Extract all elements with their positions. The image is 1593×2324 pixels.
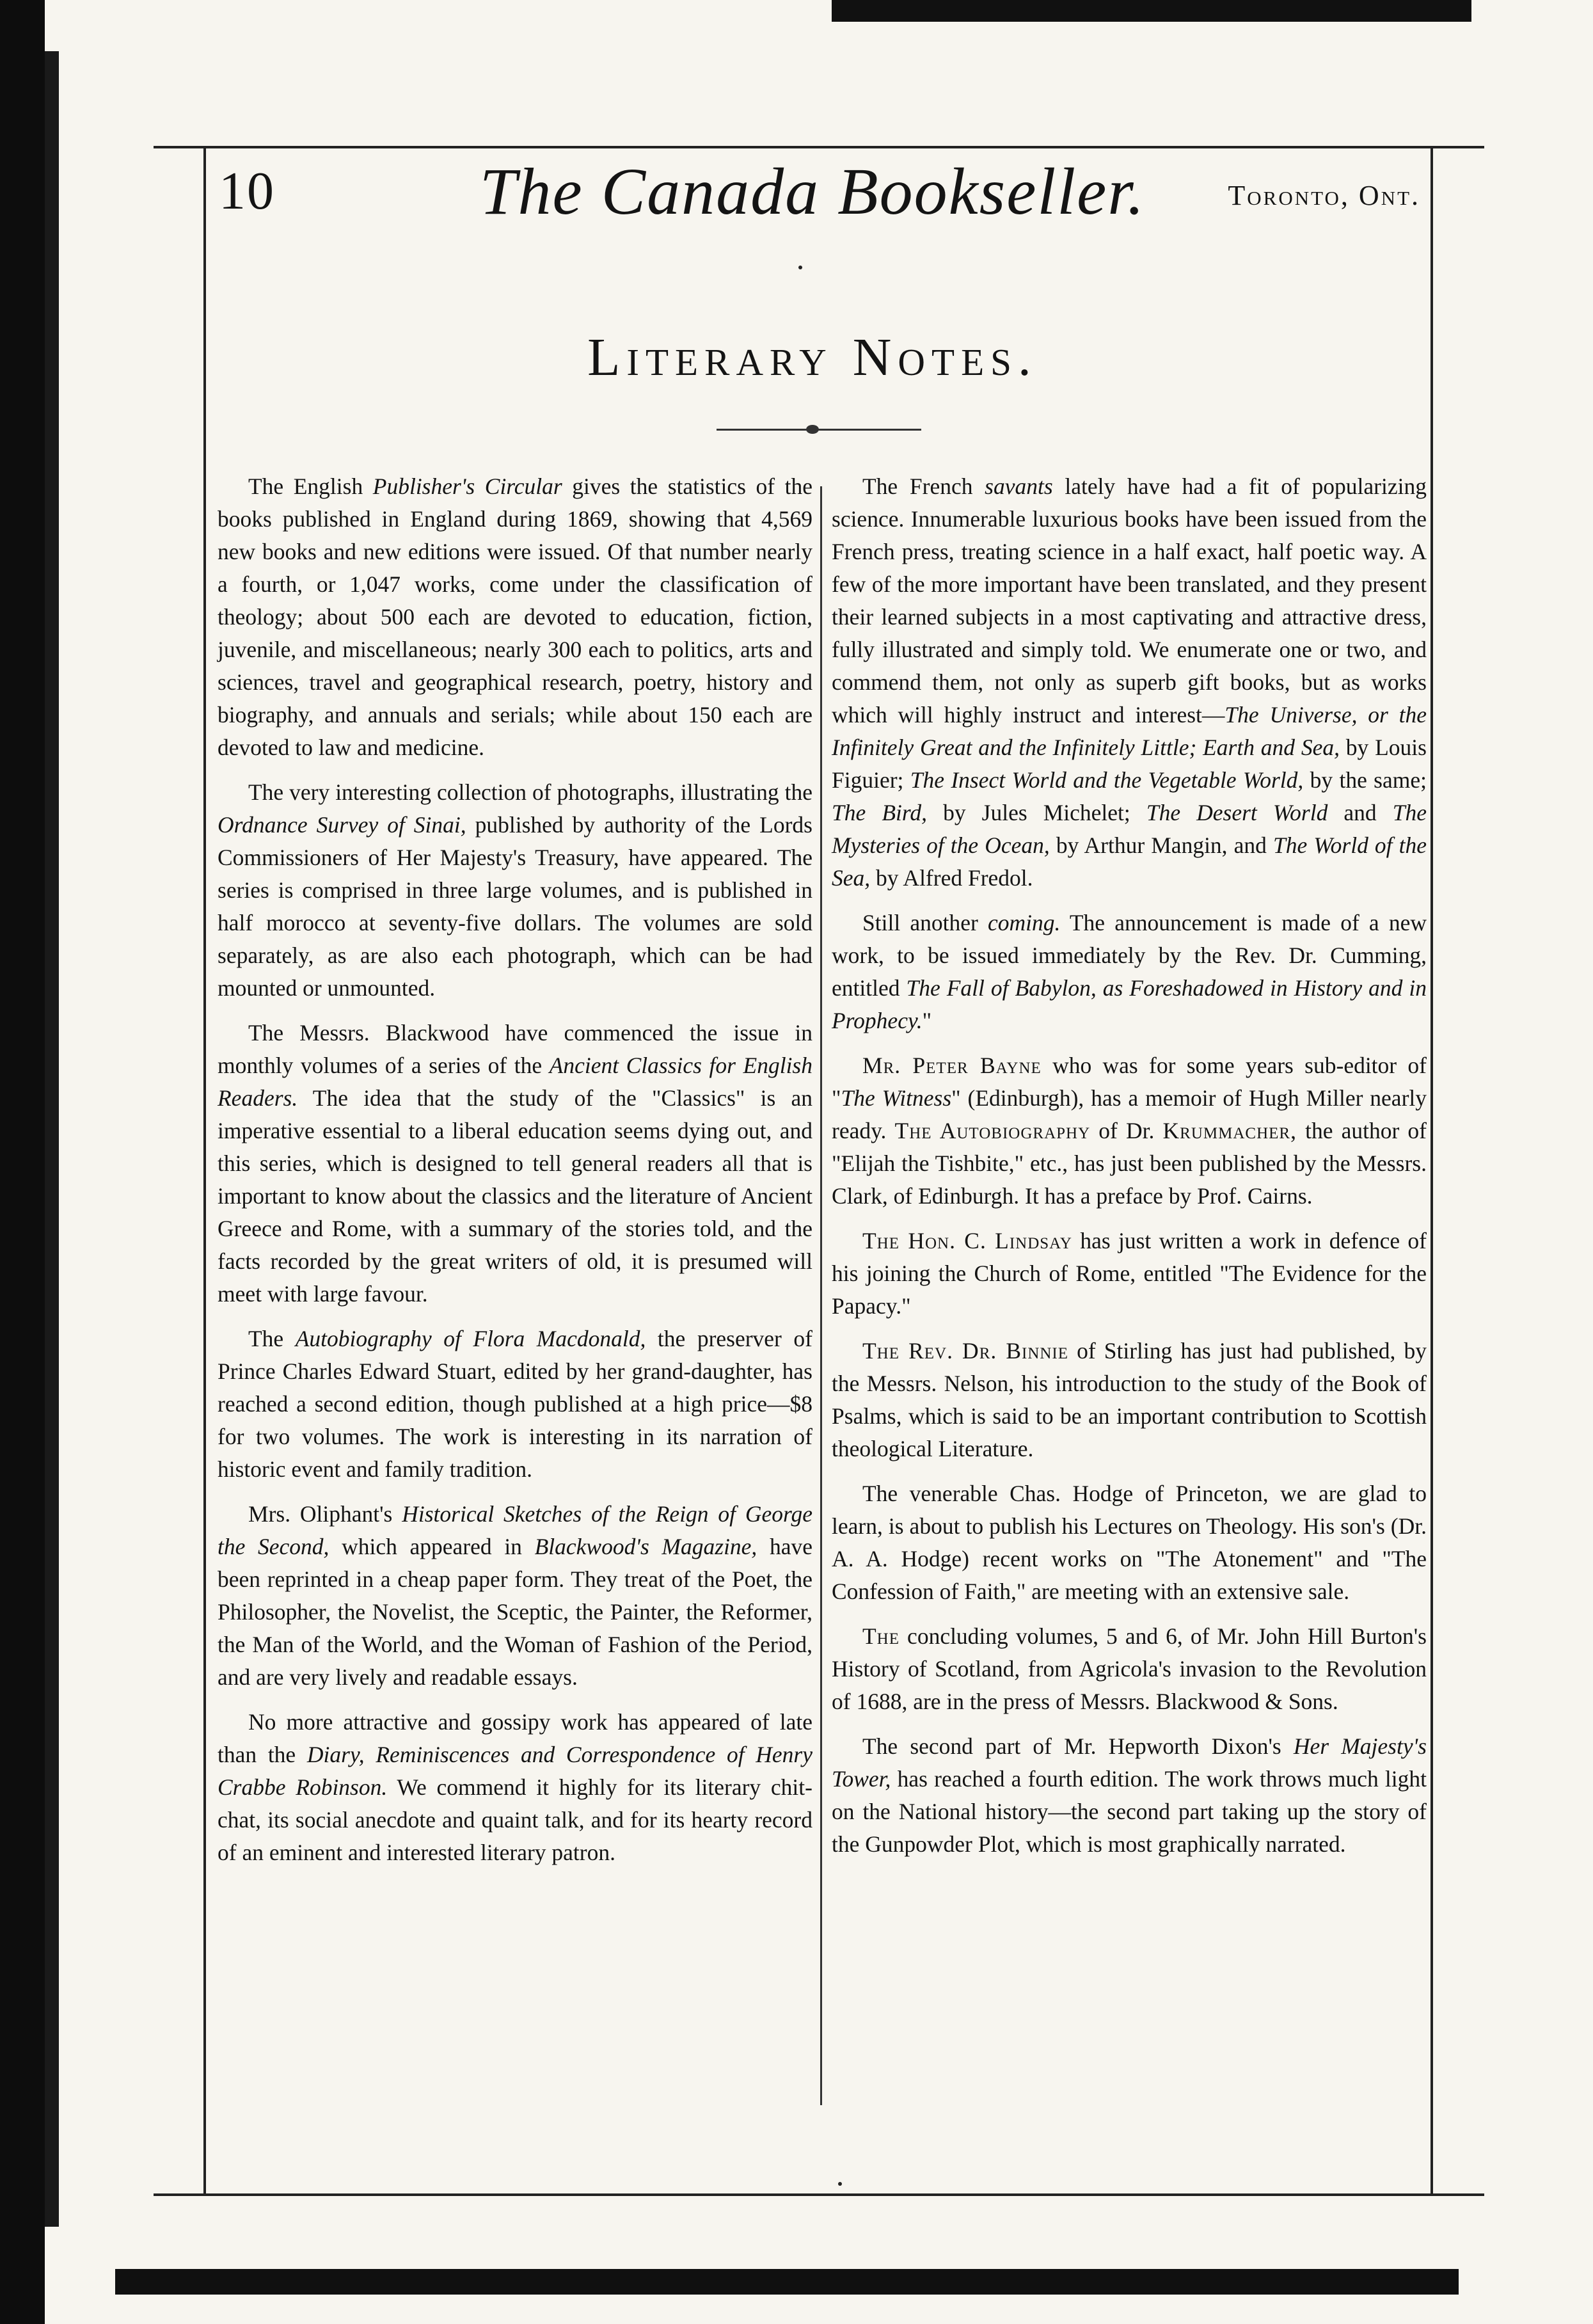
text-run: who was for some years sub-editor of " — [832, 1053, 1427, 1111]
article-paragraph — [218, 1017, 812, 1310]
text-run: We commend it highly for its literary chit-chat, its social anecdote and quaint talk, and for its hearty record of an eminent and interested literary patron. — [218, 1774, 812, 1865]
text-run: The Messrs. Blackwood have commenced the issue in monthly volumes of a series of the — [218, 1020, 812, 1078]
scan-edge-top — [832, 0, 1471, 22]
heading-ornament-rule — [717, 429, 921, 431]
article-paragraph — [832, 1335, 1427, 1465]
italic-title-run: savants — [985, 474, 1053, 499]
article-paragraph — [218, 1498, 812, 1694]
article-paragraph — [832, 1049, 1427, 1213]
article-paragraph — [832, 1225, 1427, 1323]
text-run: Still another — [862, 910, 988, 935]
section-heading: Literary Notes. — [587, 328, 1038, 387]
page-number: 10 — [219, 161, 275, 221]
text-run: have been reprinted in a cheap paper form. They treat of the Poet, the Philosopher, the Novelist, the Sceptic, the Painter, the Reformer, the Man of the World, and the Woman of Fashion of the Period, and are very lively and readable essays. — [218, 1534, 812, 1690]
italic-title-run: The Insect World and the Vegetable World, — [910, 767, 1304, 793]
italic-title-run: The Fall of Babylon, as Foreshadowed in History and in Prophecy. — [832, 975, 1427, 1033]
column-divider — [820, 486, 822, 2105]
text-run: The announcement is made of a new work, to be issued immediately by the Rev. Dr. Cumming, entitled — [832, 910, 1427, 1001]
text-run: of Dr. — [1090, 1118, 1163, 1143]
frame-line-left — [203, 148, 206, 2193]
italic-title-run: The Mysteries of the Ocean, — [832, 800, 1427, 858]
running-header — [205, 154, 1420, 243]
article-paragraph — [832, 1477, 1427, 1608]
text-run: has just written a work in defence of his joining the Church of Rome, entitled "The Evidence for the Papacy." — [832, 1228, 1427, 1319]
italic-title-run: Ancient Classics for English Readers. — [218, 1053, 812, 1111]
text-run: which appeared in — [329, 1534, 535, 1559]
article-paragraph — [832, 907, 1427, 1037]
article-paragraph — [218, 1323, 812, 1486]
text-run: The venerable Chas. Hodge of Princeton, we are glad to learn, is about to publish his Lectures on Theology. His son's (Dr. A. A. Hodge) recent works on "The Atonement" and "The Confession of Faith," are meeting with an extensive sale. — [832, 1481, 1427, 1604]
text-run: by Alfred Fredol. — [870, 865, 1033, 891]
left-column — [218, 470, 812, 1881]
italic-title-run: Her Majesty's Tower, — [832, 1733, 1427, 1792]
text-run: the preserver of Prince Charles Edward Stuart, edited by her grand-daughter, has reached a second edition, though published at a high price—$8 for two volumes. The work is interesting in its narration of historic event and family tradition. — [218, 1326, 812, 1482]
location-label: Toronto, Ont. — [1228, 180, 1420, 211]
frame-line-right — [1431, 148, 1433, 2193]
text-run: No more attractive and gossipy work has appeared of late than the — [218, 1709, 812, 1767]
italic-title-run: The World of the Sea, — [832, 832, 1427, 891]
header-rule — [154, 146, 1484, 148]
italic-title-run: Autobiography of Flora Macdonald, — [295, 1326, 646, 1351]
text-run: " (Edinburgh), has a memoir of Hugh Miller nearly ready. — [832, 1085, 1427, 1143]
text-run: by Jules Michelet; — [927, 800, 1146, 825]
italic-title-run: Diary, Reminiscences and Correspondence of Henry Crabbe Robinson. — [218, 1742, 812, 1800]
text-run: The — [248, 1326, 296, 1351]
small-caps-run: The Hon. C. Lindsay — [862, 1228, 1072, 1254]
article-paragraph — [832, 1730, 1427, 1861]
text-run: Mrs. Oliphant's — [248, 1501, 402, 1527]
italic-title-run: The Universe, or the Infinitely Great and the Infinitely Little; Earth and Sea, — [832, 702, 1427, 760]
journal-title: The Canada Bookseller. — [479, 155, 1146, 228]
italic-title-run: The Bird, — [832, 800, 927, 825]
article-paragraph — [218, 1706, 812, 1869]
article-paragraph — [218, 470, 812, 764]
article-paragraph — [218, 776, 812, 1005]
italic-title-run: The Desert World — [1146, 800, 1328, 825]
text-run: The very interesting collection of photographs, illustrating the — [248, 779, 812, 805]
text-run: published by authority of the Lords Commissioners of Her Majesty's Treasury, have appeared. The series is comprised in three large volumes, and is published in half morocco at seventy-five dollars. The volumes are sold separately, as are also each photograph, which can be had mounted or unmounted. — [218, 812, 812, 1001]
text-run: the author of "Elijah the Tishbite," etc., has just been published by the Messrs. Clark, of Edinburgh. It has a preface by Prof. Cairns. — [832, 1118, 1427, 1209]
text-run: concluding volumes, 5 and 6, of Mr. John Hill Burton's History of Scotland, from Agricola's invasion to the Revolution of 1688, are in the press of Messrs. Blackwood & Sons. — [832, 1623, 1427, 1714]
italic-title-run: coming. — [987, 910, 1061, 935]
text-run: The idea that the study of the "Classics" is an imperative essential to a liberal education seems dying out, and this series, which is designed to tell general readers all that is important to know about the classics and the literature of Ancient Greece and Rome, with a summary of the stories told, and the facts recorded by the great writers of old, it is presumed will meet with large favour. — [218, 1085, 812, 1307]
italic-title-run: Ordnance Survey of Sinai, — [218, 812, 466, 838]
scan-edge-left — [0, 0, 45, 2324]
stray-mark — [838, 2182, 842, 2186]
text-run: by Arthur Mangin, and — [1049, 832, 1273, 858]
stray-mark — [798, 266, 802, 269]
small-caps-run: Mr. Peter Bayne — [862, 1053, 1042, 1078]
scan-edge-shadow — [45, 51, 59, 2227]
article-paragraph — [832, 1620, 1427, 1718]
small-caps-run: Krummacher, — [1162, 1118, 1297, 1143]
text-run: gives the statistics of the books published in England during 1869, showing that 4,569 new books and new editions were issued. Of that number nearly a fourth, or 1,047 works, come under the classification of theology; about 500 each are devoted to education, fiction, juvenile, and miscellaneous; nearly 300 each to politics, arts and sciences, travel and geographical research, poetry, history and biography, and annuals and serials; while about 150 each are devoted to law and medicine. — [218, 474, 812, 760]
heading-ornament-dot — [806, 425, 819, 434]
text-run: The second part of Mr. Hepworth Dixon's — [862, 1733, 1294, 1759]
italic-title-run: Historical Sketches of the Reign of George the Second, — [218, 1501, 812, 1559]
italic-title-run: Publisher's Circular — [372, 474, 562, 499]
text-run: by Louis Figuier; — [832, 735, 1427, 793]
text-run: The French — [862, 474, 985, 499]
scan-edge-bottom — [115, 2269, 1459, 2295]
footer-rule — [154, 2193, 1484, 2196]
text-run: " — [922, 1008, 932, 1033]
text-run: and — [1328, 800, 1393, 825]
italic-title-run: The Witness — [841, 1085, 952, 1111]
small-caps-run: The Rev. Dr. Binnie — [862, 1338, 1069, 1364]
text-run: lately have had a fit of popularizing science. Innumerable luxurious books have been issued from the French press, treating science in a half exact, half poetic way. A few of the more important have been translated, and they present their learned subjects in a most captivating and attractive dress, fully illustrated and simply told. We enumerate one or two, and commend them, not only as superb gift books, but as works which will highly instruct and interest— — [832, 474, 1427, 728]
text-run: has reached a fourth edition. The work throws much light on the National history—the second part taking up the story of the Gunpowder Plot, which is most graphically narrated. — [832, 1766, 1427, 1857]
small-caps-run: The Autobiography — [894, 1118, 1091, 1143]
small-caps-run: The — [862, 1623, 900, 1649]
text-run: The English — [248, 474, 373, 499]
text-run: by the same; — [1303, 767, 1427, 793]
right-column — [832, 470, 1427, 1873]
article-paragraph — [832, 470, 1427, 895]
italic-title-run: Blackwood's Magazine, — [534, 1534, 757, 1559]
text-run: of Stirling has just had published, by the Messrs. Nelson, his introduction to the study of the Book of Psalms, which is said to be an important contribution to Scottish theological Literature. — [832, 1338, 1427, 1461]
